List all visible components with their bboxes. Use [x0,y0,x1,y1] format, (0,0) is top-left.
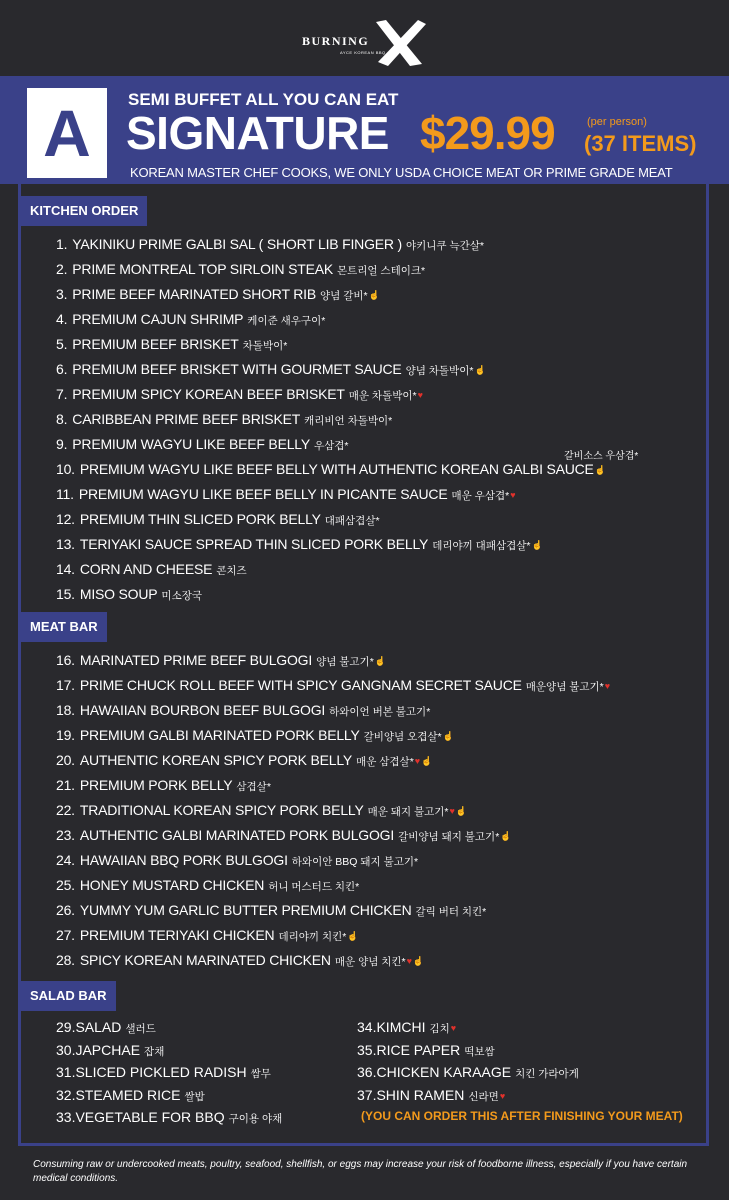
header-band [0,76,729,184]
item-number: 17. [56,677,75,693]
item-number: 1. [56,236,68,252]
item-name: PREMIUM SPICY KOREAN BEEF BRISKET [72,386,345,402]
item-number: 21. [56,777,75,793]
menu-item [357,1039,579,1062]
item-number: 26. [56,902,75,918]
item-name: STEAMED RICE [75,1086,181,1103]
item-name: SLICED PICKLED RADISH [75,1064,247,1080]
item-korean-name: 매운 삼겹살* [356,756,414,768]
item-name: TRADITIONAL KOREAN SPICY PORK BELLY [79,802,364,818]
item-korean-name: 하와이언 버본 불고기* [329,706,431,718]
menu-item [56,748,610,773]
item-number: 8. [56,411,68,427]
menu-item [56,848,610,873]
chili-pepper-icon: ♥ [449,805,455,816]
x-brush-icon [370,18,428,68]
menu-item [56,1084,282,1107]
item-number: 16. [56,652,75,668]
item-korean-name: 치킨 가라아게 [515,1068,579,1080]
menu-item [56,457,606,482]
galbi-sauce-note: 갈비소스 우삼겹* [564,451,639,462]
chili-pepper-icon: ♥ [417,389,423,400]
food-safety-disclaimer: Consuming raw or undercooked meats, poultry, seafood, shellfish, or eggs may increase your risk of foodborne illness, especially if you have certain medical conditions. [33,1159,688,1184]
item-korean-name: 떡보쌈 [464,1045,495,1058]
item-number: 18. [56,702,75,718]
item-number: 24. [56,852,75,868]
item-number: 35. [357,1041,377,1058]
item-number: 25. [56,877,75,893]
item-korean-name: 데리야끼 대패삼겹살* [432,540,531,552]
item-name: PREMIUM TERIYAKI CHICKEN [79,927,275,943]
header-subtitle: SEMI BUFFET ALL YOU CAN EAT [128,90,399,109]
item-name: PRIME BEEF MARINATED SHORT RIB [72,286,316,302]
item-number: 2. [56,261,68,277]
chili-pepper-icon: ♥ [499,1090,506,1101]
chili-pepper-icon: ♥ [450,1023,457,1034]
chili-pepper-icon: ♥ [604,680,610,691]
item-number: 36. [357,1064,377,1080]
thumbs-up-icon: ☝ [531,539,543,550]
per-person-label: (per person) [587,116,647,128]
menu-item [56,307,606,332]
menu-item [56,1106,282,1129]
item-name: PREMIUM WAGYU LIKE BEEF BELLY [72,436,310,452]
menu-item [56,557,606,582]
thumbs-up-icon: ☝ [412,955,424,966]
item-korean-name: 매운 양념 치킨* [334,956,406,968]
thumbs-up-icon: ☝ [420,755,432,766]
item-name: PREMIUM CAJUN SHRIMP [72,311,244,327]
item-number: 30. [56,1041,76,1058]
item-korean-name: 구이용 야채 [228,1113,283,1125]
menu-item [56,432,606,457]
menu-item [56,1039,282,1062]
item-korean-name: 매운양념 불고기* [525,681,604,693]
menu-item [56,773,610,798]
chili-pepper-icon: ♥ [510,489,516,500]
item-korean-name: 잡채 [144,1045,165,1058]
item-name: AUTHENTIC KOREAN SPICY PORK BELLY [79,752,353,768]
thumbs-up-icon: ☝ [455,805,467,816]
chili-pepper-icon: ♥ [406,955,412,966]
menu-badge: A [27,88,107,178]
item-name: VEGETABLE FOR BBQ [75,1109,225,1125]
item-korean-name: 콘치즈 [216,565,247,577]
item-number: 14. [56,561,75,577]
menu-item [56,232,606,257]
menu-item [56,648,610,673]
meat-bar-list [56,648,610,973]
thumbs-up-icon: ☝ [594,464,606,475]
menu-item [56,1016,282,1039]
header-tagline: KOREAN MASTER CHEF COOKS, WE ONLY USDA CHOICE MEAT OR PRIME GRADE MEAT [130,165,673,180]
item-name: HAWAIIAN BBQ PORK BULGOGI [79,852,288,868]
item-korean-name: 매운 돼지 불고기* [367,806,449,818]
item-korean-name: 매운 차돌박이* [348,390,417,402]
item-name: PREMIUM THIN SLICED PORK BELLY [79,511,321,527]
thumbs-up-icon: ☝ [374,655,386,666]
item-name: HONEY MUSTARD CHICKEN [79,877,265,893]
menu-item [56,673,610,698]
item-name: AUTHENTIC GALBI MARINATED PORK BULGOGI [79,827,395,843]
item-name: KIMCHI [376,1019,426,1035]
salad-bar-list-right [357,1016,579,1106]
section-kitchen-order: KITCHEN ORDER [21,196,147,226]
item-korean-name: 하와이안 BBQ 돼지 불고기* [291,856,419,868]
item-name: RICE PAPER [376,1041,461,1058]
item-number: 34. [357,1019,377,1035]
menu-item [56,332,606,357]
item-name: YUMMY YUM GARLIC BUTTER PREMIUM CHICKEN [79,902,412,918]
item-korean-name: 캐리비언 차돌박이* [304,415,393,427]
item-name: PREMIUM WAGYU LIKE BEEF BELLY IN PICANTE SAUCE [78,486,448,502]
header-price: $29.99 [420,107,555,159]
item-korean-name: 차돌박이* [242,340,288,352]
item-name: PREMIUM PORK BELLY [79,777,233,793]
item-korean-name: 데리야끼 치킨* [278,931,347,943]
logo-wordmark: BURNING [302,34,370,48]
menu-item [56,873,610,898]
item-name: CORN AND CHEESE [79,561,213,577]
item-number: 32. [56,1086,76,1103]
item-name: PREMIUM GALBI MARINATED PORK BELLY [79,727,360,743]
item-number: 11. [56,486,74,502]
menu-item [56,898,610,923]
item-korean-name: 쌈무 [250,1068,271,1080]
kitchen-order-list [56,232,606,607]
item-name: SPICY KOREAN MARINATED CHICKEN [79,952,331,968]
item-number: 33. [56,1109,76,1125]
menu-item [56,582,606,607]
menu-item [56,407,606,432]
item-number: 23. [56,827,75,843]
menu-item [357,1061,579,1084]
item-korean-name: 갈비양념 오겹살* [363,731,442,743]
item-number: 27. [56,927,75,943]
menu-item [56,382,606,407]
item-number: 5. [56,336,68,352]
item-name: PREMIUM WAGYU LIKE BEEF BELLY WITH AUTHENTIC KOREAN GALBI SAUCE [79,461,594,477]
menu-item [56,1061,282,1084]
menu-item [56,723,610,748]
item-number: 13. [56,536,75,552]
menu-item [357,1084,579,1107]
ramen-note: (YOU CAN ORDER THIS AFTER FINISHING YOUR MEAT) [361,1109,683,1123]
menu-item [56,507,606,532]
item-number: 20. [56,752,75,768]
item-name: CARIBBEAN PRIME BEEF BRISKET [72,411,301,427]
menu-item [56,798,610,823]
item-number: 22. [56,802,75,818]
item-name: PREMIUM BEEF BRISKET [72,336,239,352]
item-number: 7. [56,386,68,402]
item-korean-name: 갈릭 버터 치킨* [415,906,487,918]
menu-item [56,948,610,973]
item-name: YAKINIKU PRIME GALBI SAL ( SHORT LIB FINGER ) [72,236,402,252]
item-korean-name: 허니 머스터드 치킨* [268,881,360,893]
menu-item [56,923,610,948]
thumbs-up-icon: ☝ [474,364,486,375]
thumbs-up-icon: ☝ [368,289,380,300]
item-korean-name: 삼겹살* [236,781,271,793]
chili-pepper-icon: ♥ [414,755,420,766]
item-number: 31. [56,1064,76,1080]
item-korean-name: 야키니쿠 늑간살* [405,240,484,252]
item-number: 19. [56,727,75,743]
item-korean-name: 양념 차돌박이* [405,365,474,377]
menu-item [56,823,610,848]
item-korean-name: 쌀밥 [184,1090,205,1103]
item-number: 9. [56,436,68,452]
item-korean-name: 대패삼겹살* [324,515,380,527]
item-name: MARINATED PRIME BEEF BULGOGI [79,652,313,668]
item-korean-name: 우삼겹* [313,440,349,452]
item-name: PREMIUM BEEF BRISKET WITH GOURMET SAUCE [72,361,402,377]
menu-item [56,532,606,557]
item-name: TERIYAKI SAUCE SPREAD THIN SLICED PORK BELLY [79,536,429,552]
item-korean-name: 케이준 새우구이* [247,315,326,327]
logo-subtitle: AYCE KOREAN BBQ [340,50,386,55]
thumbs-up-icon: ☝ [442,730,454,741]
thumbs-up-icon: ☝ [500,830,512,841]
item-name: PRIME CHUCK ROLL BEEF WITH SPICY GANGNAM SECRET SAUCE [79,677,522,693]
item-number: 6. [56,361,68,377]
item-number: 37. [357,1086,377,1103]
item-korean-name: 양념 불고기* [316,656,374,668]
item-number: 28. [56,952,75,968]
item-korean-name: 미소장국 [161,590,202,602]
menu-item [56,698,610,723]
item-name: MISO SOUP [79,586,158,602]
thumbs-up-icon: ☝ [347,930,359,941]
item-number: 3. [56,286,68,302]
header-title: SIGNATURE [126,107,389,159]
section-meat-bar: MEAT BAR [21,612,107,642]
item-name: JAPCHAE [75,1041,141,1058]
item-number: 12. [56,511,75,527]
item-number: 29. [56,1019,76,1035]
item-name: PRIME MONTREAL TOP SIRLOIN STEAK [72,261,333,277]
item-number: 15. [56,586,75,602]
burning-x-logo [300,12,440,70]
menu-item [56,282,606,307]
menu-item [56,357,606,382]
item-name: CHICKEN KARAAGE [376,1064,512,1080]
item-korean-name: 매운 우삼겹* [451,490,510,502]
item-korean-name: 신라면 [468,1090,499,1103]
item-korean-name: 갈비양념 돼지 불고기* [398,831,500,843]
item-count: (37 ITEMS) [584,131,697,156]
section-salad-bar: SALAD BAR [21,981,116,1011]
menu-item [56,257,606,282]
item-korean-name: 샐러드 [125,1023,156,1035]
item-name: HAWAIIAN BOURBON BEEF BULGOGI [79,702,326,718]
item-korean-name: 몬트리얼 스테이크* [336,265,426,277]
item-name: SHIN RAMEN [376,1086,465,1103]
item-korean-name: 양념 갈비* [320,290,368,302]
menu-item [357,1016,579,1039]
salad-bar-list-left [56,1016,282,1129]
item-korean-name: 김치 [429,1023,450,1035]
item-number: 4. [56,311,68,327]
menu-item [56,482,606,507]
item-name: SALAD [75,1019,122,1035]
item-number: 10. [56,461,75,477]
